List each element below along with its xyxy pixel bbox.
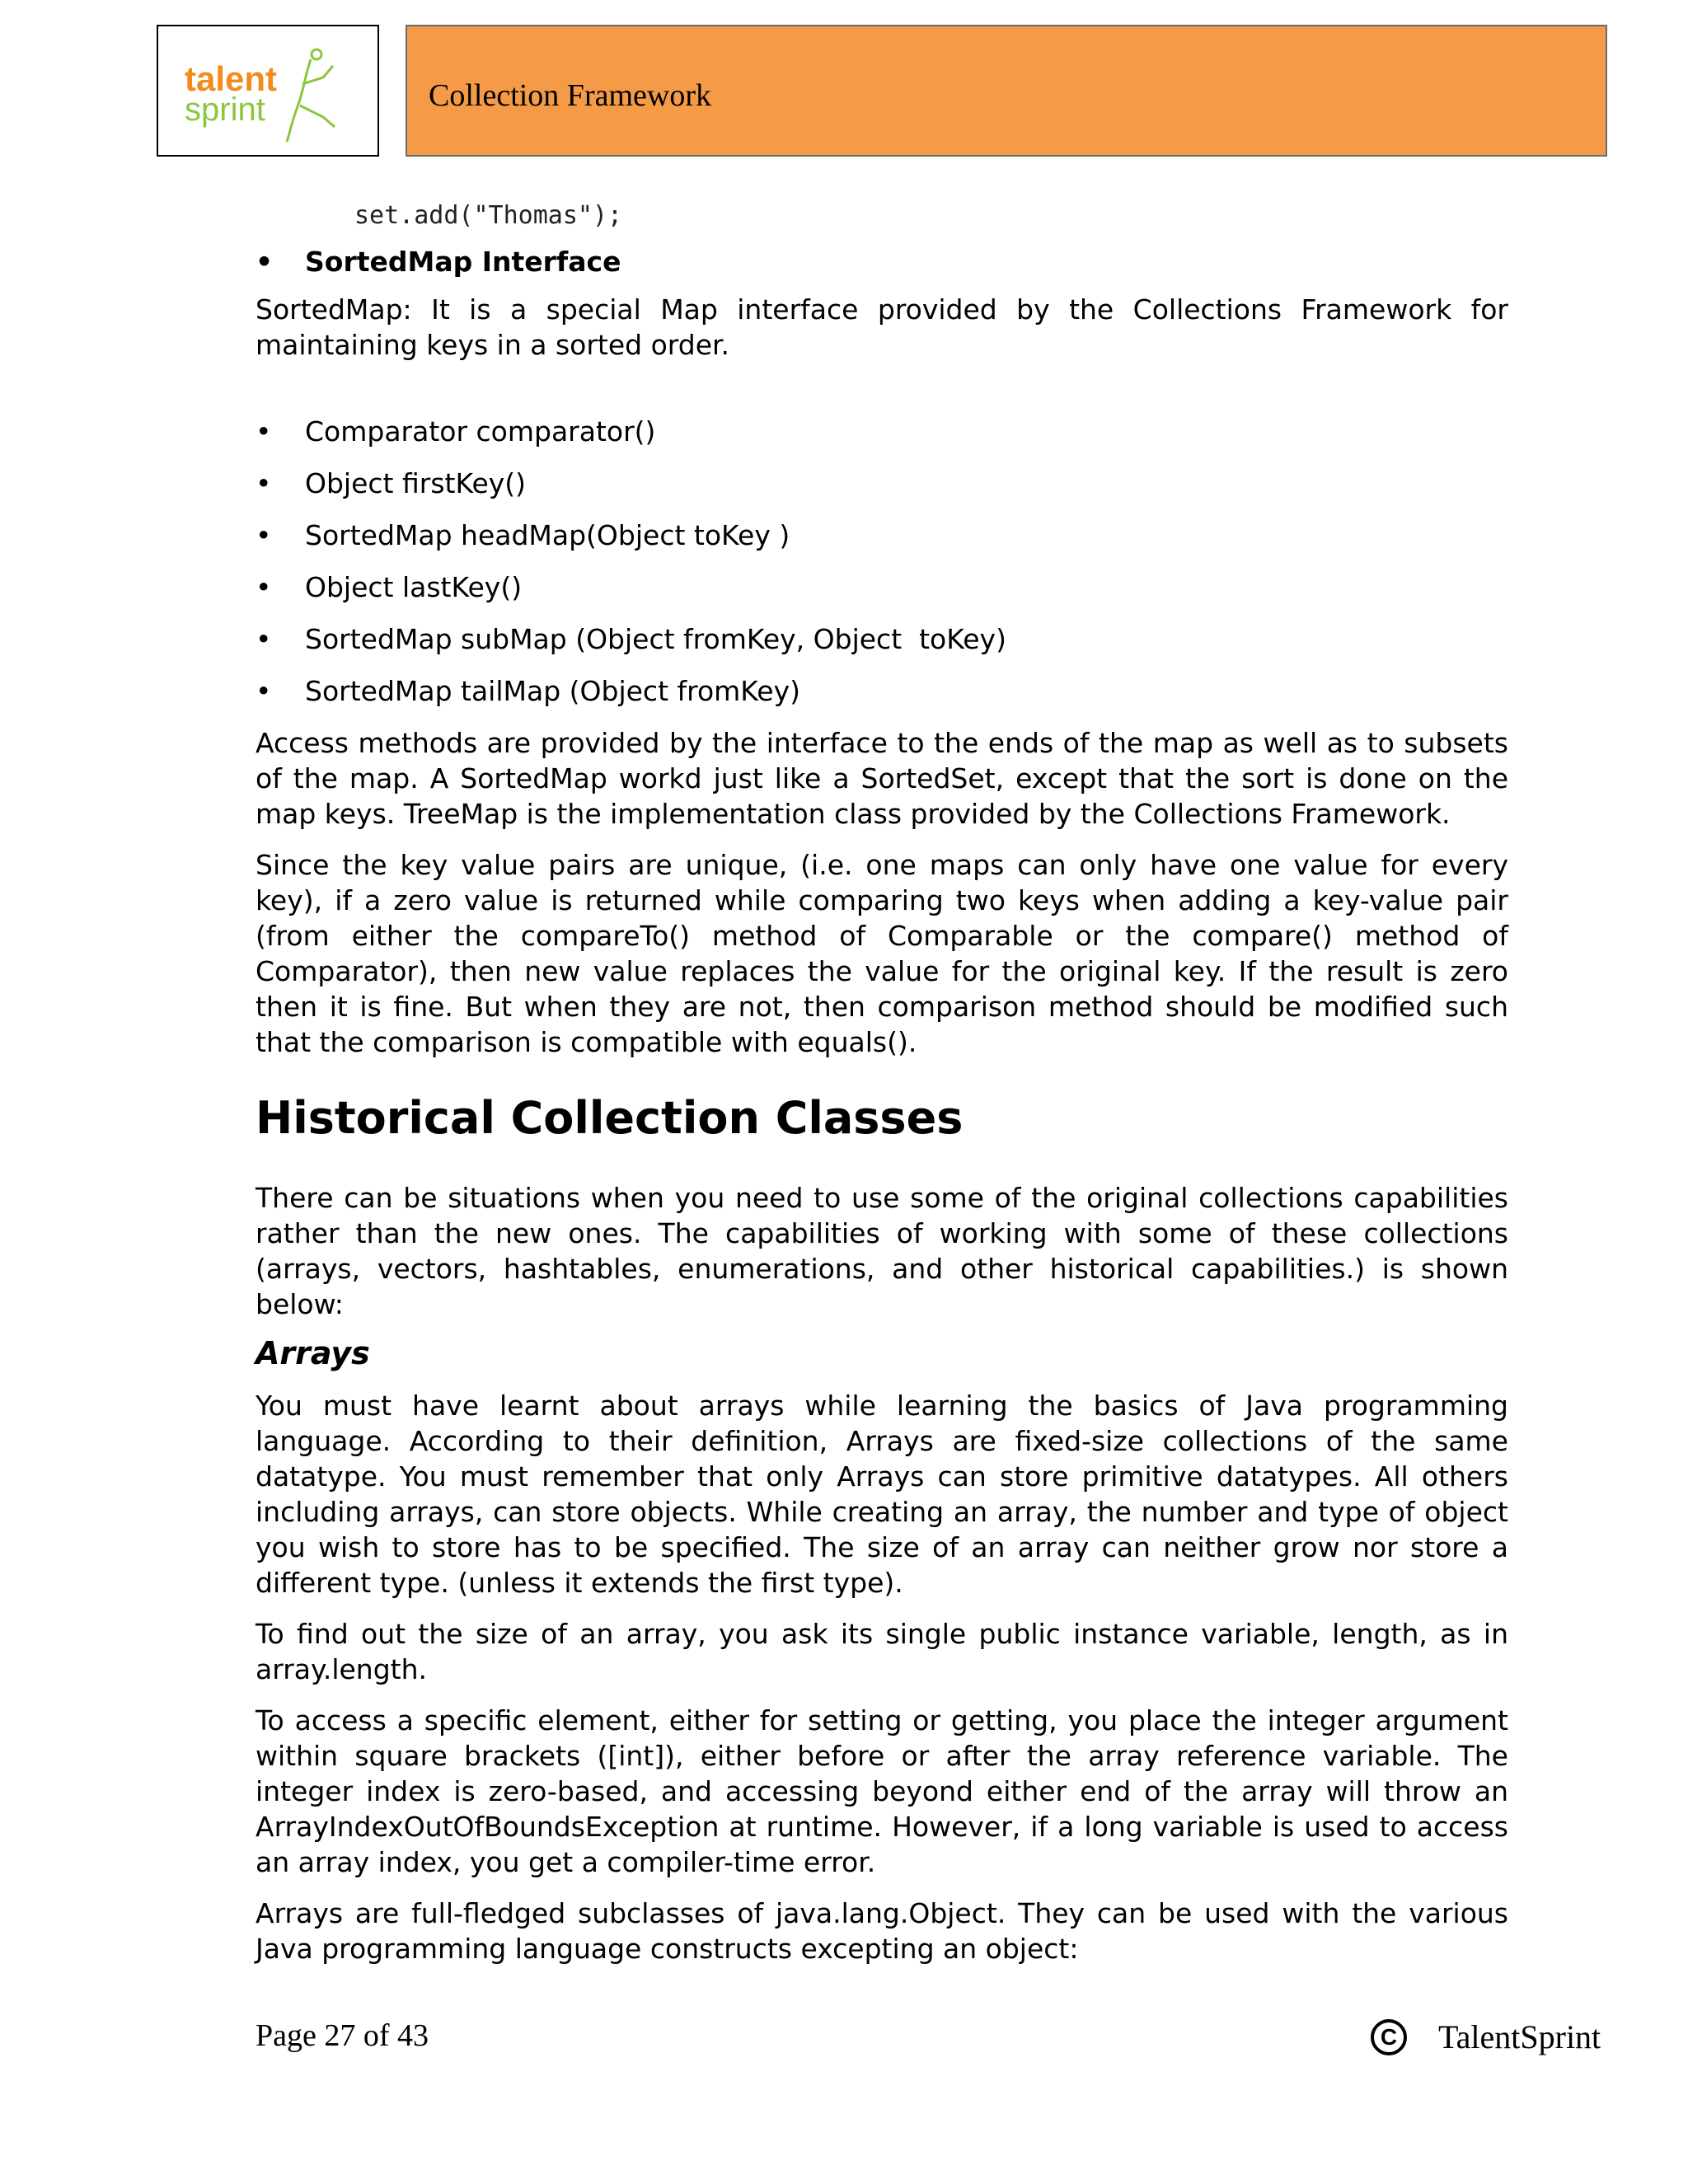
- bullet-icon: •: [256, 519, 272, 551]
- list-item: [256, 673, 1508, 710]
- page-content: [256, 198, 1508, 1966]
- logo-text-sprint: sprint: [185, 91, 265, 128]
- sortedmap-para-1: Access methods are provided by the interface to the ends of the map as well as to subsets of the map. A SortedMap workd just like a SortedSet, except that the sort is done on the map keys. TreeMap is the implementation class provided by the Collections Framework.: [256, 727, 1508, 830]
- historical-intro: There can be situations when you need to use some of the original collections capabilities rather than the new ones. The capabilities of working with some of these collections (arrays, vectors, hashtables, enumerations, and other historical capabilities.) is shown below:: [256, 1182, 1508, 1320]
- list-item: [256, 466, 1508, 502]
- bullet-icon: •: [256, 415, 272, 448]
- logo-text-talent: talent: [185, 59, 278, 98]
- method-label: Object lastKey(): [305, 571, 523, 603]
- method-label: Object firstKey(): [305, 467, 527, 499]
- sortedmap-heading-item: [256, 244, 1508, 280]
- arrays-heading: Arrays: [256, 1335, 370, 1371]
- bullet-icon: •: [256, 246, 274, 278]
- copyright-icon: C: [1371, 2019, 1407, 2055]
- bullet-icon: •: [256, 571, 272, 603]
- method-label: SortedMap subMap (Object fromKey, Object toKey): [305, 623, 1006, 655]
- footer-copyright: [1371, 2018, 1601, 2056]
- list-item: [256, 414, 1508, 450]
- arrays-para-4: Arrays are full-fledged subclasses of java.lang.Object. They can be used with the various Java programming language constructs excepting an object:: [256, 1897, 1508, 1965]
- page-number: Page 27 of 43: [256, 2018, 429, 2053]
- bullet-icon: •: [256, 467, 272, 499]
- footer-brand: TalentSprint: [1438, 2018, 1601, 2055]
- method-label: Comparator comparator(): [305, 415, 656, 448]
- list-item: [256, 621, 1508, 658]
- list-item: [256, 569, 1508, 606]
- sortedmap-intro: SortedMap: It is a special Map interface provided by the Collections Framework for maintaining keys in a sorted order.: [256, 293, 1508, 361]
- sortedmap-heading: SortedMap Interface: [305, 246, 621, 278]
- method-label: SortedMap tailMap (Object fromKey): [305, 675, 800, 707]
- list-item: [256, 518, 1508, 554]
- bullet-icon: •: [256, 675, 272, 707]
- method-label: SortedMap headMap(Object toKey ): [305, 519, 790, 551]
- logo-graphic: [158, 26, 377, 155]
- bullet-icon: •: [256, 623, 272, 655]
- arrays-para-3: To access a specific element, either for setting or getting, you place the integer argument within square brackets ([int]), either before or after the array reference variable. The integer index is zero-based, and accessing beyond either end of the array will throw an ArrayIndexOutOfBoundsException at runtime. However, if a long variable is used to access an array index, you get a compiler-time error.: [256, 1704, 1508, 1878]
- logo: [157, 25, 379, 157]
- header-bar: [406, 25, 1607, 157]
- method-list: [256, 414, 1508, 710]
- sortedmap-para-2: Since the key value pairs are unique, (i.e. one maps can only have one value for every key), if a zero value is returned while comparing two keys when adding a key-value pair (from either the compareTo() method of Comparable or the compare() method of Comparator), then new value replaces the value for the original key. If the result is zero then it is fine. But when they are not, then comparison method should be modified such that the comparison is compatible with equals().: [256, 849, 1508, 1058]
- historical-heading: Historical Collection Classes: [256, 1092, 964, 1144]
- arrays-para-1: You must have learnt about arrays while learning the basics of Java programming language. According to their definition, Arrays are fixed-size collections of the same datatype. You must remember that only Arrays can store primitive datatypes. All others including arrays, can store objects. While creating an array, the number and type of object you wish to store has to be specified. The size of an array can neither grow nor store a different type. (unless it extends the first type).: [256, 1390, 1508, 1599]
- code-line: set.add("Thomas");: [354, 201, 623, 230]
- document-title: Collection Framework: [429, 78, 711, 113]
- arrays-para-2: To find out the size of an array, you ask its single public instance variable, length, as in array.length.: [256, 1618, 1508, 1685]
